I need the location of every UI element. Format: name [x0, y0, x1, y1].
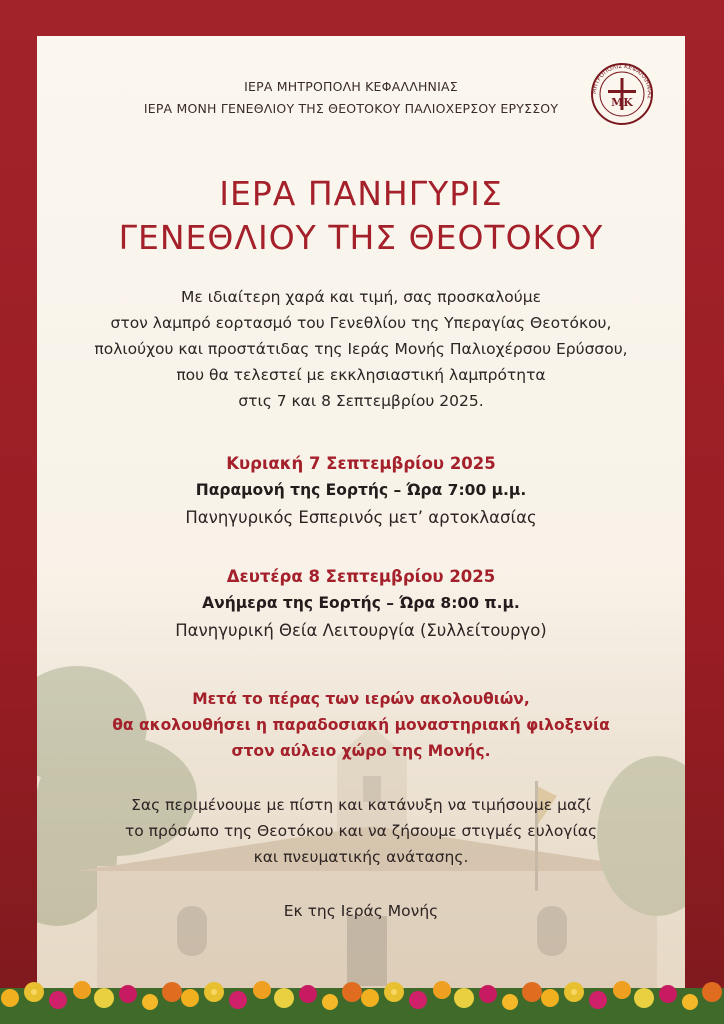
title-line-1: ΙΕΡΑ ΠΑΝΗΓΥΡΙΣ — [219, 174, 503, 213]
monastery-name: ΙΕΡΑ ΜΟΝΗ ΓΕΝΕΘΛΙΟΥ ΤΗΣ ΘΕΟΤΟΚΟΥ ΠΑΛΙΟΧΕΡΣΟΥ ΕΡΥΣΣΟΥ — [143, 101, 559, 116]
signature: Εκ της Ιεράς Μονής — [283, 902, 439, 920]
event-date: Κυριακή 7 Σεπτεμβρίου 2025 — [226, 454, 496, 473]
event-service: Πανηγυρική Θεία Λειτουργία (Συλλείτουργο) — [175, 621, 547, 640]
event-service: Πανηγυρικός Εσπερινός μετ’ αρτοκλασίας — [185, 508, 537, 527]
event-time: Ανήμερα της Εορτής – Ώρα 8:00 π.μ. — [202, 594, 520, 612]
closing-line: το πρόσωπο της Θεοτόκου και να ζήσουμε στιγμές ευλογίας — [124, 822, 598, 840]
hospitality-line: στον αύλειο χώρο της Μονής. — [231, 742, 491, 760]
invitation-paper — [37, 36, 685, 1004]
intro-line: στις 7 και 8 Σεπτεμβρίου 2025. — [238, 392, 484, 410]
intro-paragraph — [37, 284, 685, 414]
seal-ring-text: ΜΗΤΡΟΠΟΛΙΣ ΚΕΦΑΛΛΗΝΙΑΣ — [590, 62, 654, 100]
event-monday — [37, 563, 685, 644]
hospitality-line: Μετά το πέρας των ιερών ακολουθιών, — [192, 690, 530, 708]
intro-line: Με ιδιαίτερη χαρά και τιμή, σας προσκαλούμε — [181, 288, 541, 306]
event-time: Παραμονή της Εορτής – Ώρα 7:00 μ.μ. — [195, 481, 527, 499]
seal-monogram: ΜΚ — [611, 96, 633, 109]
closing-line: Σας περιμένουμε με πίστη και κατάνυξη να τιμήσουμε μαζί — [131, 796, 591, 814]
flowers-border-image — [0, 968, 724, 1024]
header — [37, 76, 685, 120]
hospitality-line: θα ακολουθήσει η παραδοσιακή μοναστηριακή φιλοξενία — [112, 716, 610, 734]
closing-line: και πνευματικής ανάτασης. — [253, 848, 469, 866]
event-sunday — [37, 450, 685, 531]
closing-paragraph — [37, 792, 685, 870]
intro-line: που θα τελεστεί με εκκλησιαστική λαμπρότητα — [176, 366, 546, 384]
intro-line: στον λαμπρό εορτασμό του Γενεθλίου της Υπεραγίας Θεοτόκου, — [110, 314, 612, 332]
metropolis-seal-icon — [590, 62, 654, 126]
metropolis-name: ΙΕΡΑ ΜΗΤΡΟΠΟΛΗ ΚΕΦΑΛΛΗΝΙΑΣ — [244, 79, 458, 94]
intro-line: πολιούχου και προστάτιδας της Ιεράς Μονής Παλιοχέρσου Ερύσσου, — [94, 340, 628, 358]
page-title — [37, 172, 685, 260]
title-line-2: ΓΕΝΕΘΛΙΟΥ ΤΗΣ ΘΕΟΤΟΚΟΥ — [118, 218, 604, 257]
hospitality-note — [37, 686, 685, 764]
event-date: Δευτέρα 8 Σεπτεμβρίου 2025 — [226, 567, 496, 586]
